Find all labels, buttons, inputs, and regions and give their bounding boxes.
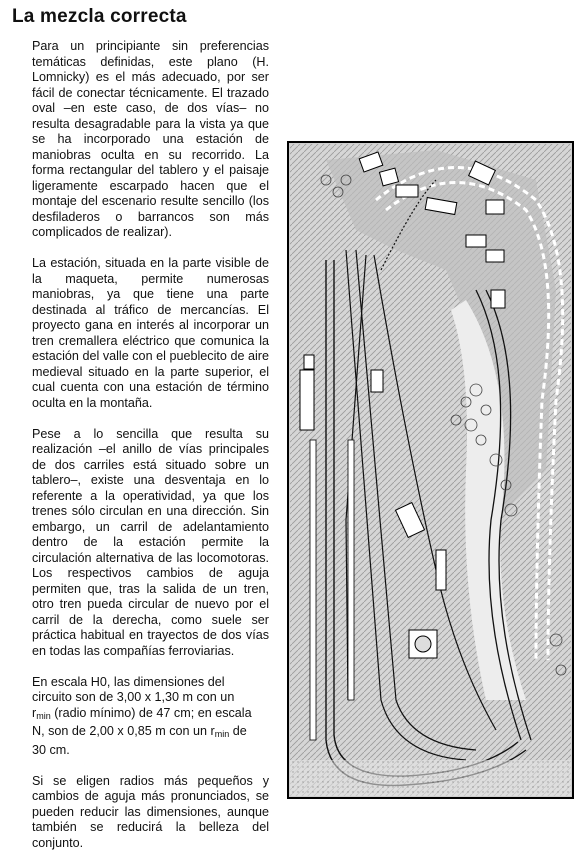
scale-line-1: En escala H0, las dimensiones del bbox=[32, 674, 225, 689]
platform-2 bbox=[348, 440, 354, 700]
paragraph-final: Si se eligen radios más pequeños y cambios de aguja más pronunciados, se pueden reducir las dimensiones, aunque también se reducirá la belleza del conjunto. bbox=[32, 773, 269, 850]
rmin-symbol-2: $r_{min}$ bbox=[210, 724, 230, 739]
scale-line-5: 30 cm. bbox=[32, 742, 70, 757]
track-layout-plan bbox=[286, 140, 575, 800]
article-title: La mezcla correcta bbox=[12, 6, 187, 27]
paragraph-station: La estación, situada en la parte visible de la maqueta, permite numerosas maniobras, ya que tiene una parte destinada al tráfico de mercancías. El proyecto gana en interés al incorporar un tren cremallera eléctrico que comunica la estación del valle con el pueblecito de aire medieval situado en la parte superior, el cual cuenta con una estación de término oculta en la montaña. bbox=[32, 256, 269, 410]
paragraph-construction: Pese a lo sencilla que resulta su realización –el anillo de vías principales de dos carriles está situado sobre un tablero–, existe una desventaja en lo referente a la operatividad, ya que los trenes sólo circulan en una dirección. Sin embargo, un carril de adelantamiento dentro de la estación permite la circulación alternativa de las locomotoras. Los respectivos cambios de aguja permiten que, tras la salida de un tren, otro tren pueda circular de nuevo por el carril de la derecha, como suele ser práctica habitual en trayectos de dos vías en todas las compañías ferroviarias. bbox=[32, 426, 269, 658]
paragraph-scale bbox=[32, 675, 269, 759]
rmin-symbol: $r_{min}$ bbox=[32, 705, 51, 721]
scale-line-4: N, son de 2,00 x 0,85 m con un $r_{min}$ de bbox=[32, 724, 247, 739]
scale-line-2: circuito son de 3,00 x 1,30 m con un bbox=[32, 690, 235, 704]
article-body bbox=[32, 39, 269, 867]
scale-line-3: $r_{min}$ (radio mínimo) de 47 cm; en escala bbox=[32, 705, 252, 721]
foreground-area bbox=[290, 760, 571, 796]
platform-1 bbox=[310, 440, 316, 740]
paragraph-intro: Para un principiante sin preferencias temáticas definidas, este plano (H. Lomnicky) es el más adecuado, por ser fácil de conectar técnicamente. El trazado oval –en este caso, de dos vías– no resulta desagradable para la vista ya que se ha incorporado una estación de maniobras oculta en su recorrido. La forma rectangular del tablero y el paisaje ligeramente escarpado hacen que el montaje del escenario resulte sencillo (los desfiladeros o barrancos son más complicados de realizar). bbox=[32, 39, 269, 239]
